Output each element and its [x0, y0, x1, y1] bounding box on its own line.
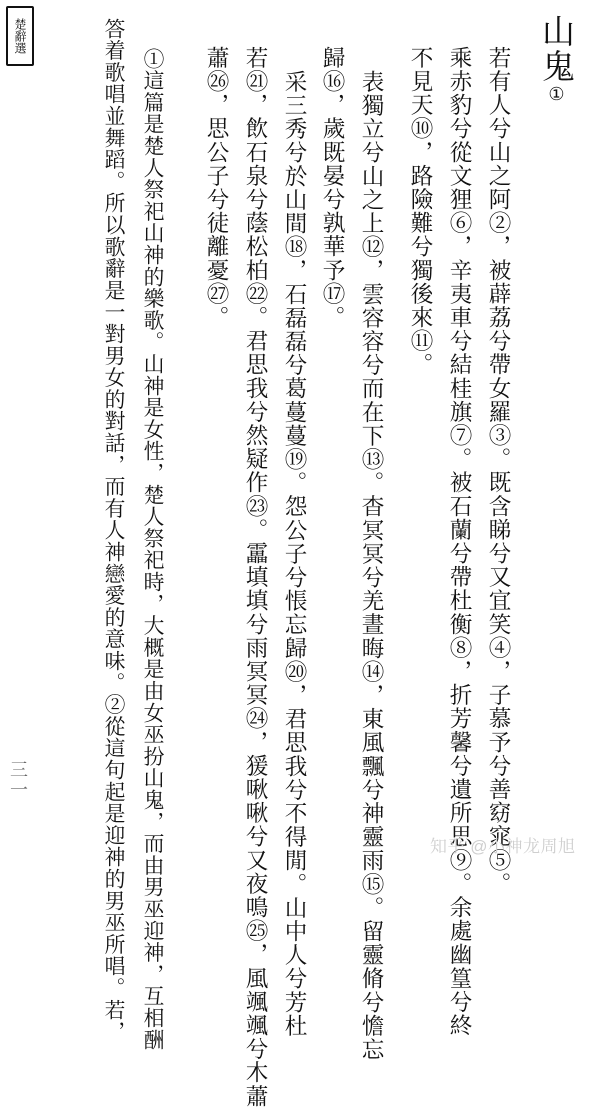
book-title-label: 楚辭選 [13, 18, 27, 54]
poem-line-4: 表獨立兮山之上⑫，雲容容兮而在下⑬。杳冥冥兮羌晝晦⑭，東風飄兮神靈雨⑮。留靈脩兮憺忘 [358, 70, 384, 1062]
poem-line-2: 乘赤豹兮從文狸⑥，辛夷車兮結桂旗⑦。被石蘭兮帶杜衡⑧，折芳馨兮遺所思⑨。余處幽篁兮終 [446, 46, 472, 1038]
page-number: 三一 [7, 760, 28, 800]
poem-line-1: 若有人兮山之阿②，被薜荔兮帶女羅③。既含睇兮又宜笑④，子慕予兮善窈窕⑤。 [485, 46, 511, 896]
poem-line-7: 若㉑，飲石泉兮蔭松柏㉒。君思我兮然疑作㉓。靁填填兮雨冥冥㉔，猨啾啾兮又夜鳴㉕，風颯颯兮木蕭 [242, 46, 268, 1108]
note-line-2: 答着歌唱並舞蹈。所以歌辭是一對男女的對話，而有人神戀愛的意味。②從這句起是迎神的男巫所唱。若， [101, 18, 125, 1043]
poem-line-5: 歸⑯，歲既晏兮孰華予⑰。 [319, 46, 345, 330]
title-note-ref: ① [546, 84, 567, 105]
zhihu-watermark: 知乎 @小神龙周旭 [430, 837, 576, 856]
poem-line-8: 蕭㉖，思公子兮徒離憂㉗。 [203, 46, 229, 330]
poem-title [537, 14, 576, 105]
poem-line-6: 采三秀兮於山間⑱，石磊磊兮葛蔓蔓⑲。怨公子兮悵忘歸⑳，君思我兮不得閒。山中人兮芳杜 [281, 70, 307, 1038]
poem-line-3: 不見天⑩，路險難兮獨後來⑪。 [407, 46, 433, 377]
note-line-1: ①這篇是楚人祭祀山神的樂歌。山神是女性，楚人祭祀時，大概是由女巫扮山鬼，而由男巫迎神，互相酬 [140, 48, 164, 1051]
poem-title-text: 山鬼 [537, 14, 576, 84]
book-label-box [6, 6, 34, 66]
